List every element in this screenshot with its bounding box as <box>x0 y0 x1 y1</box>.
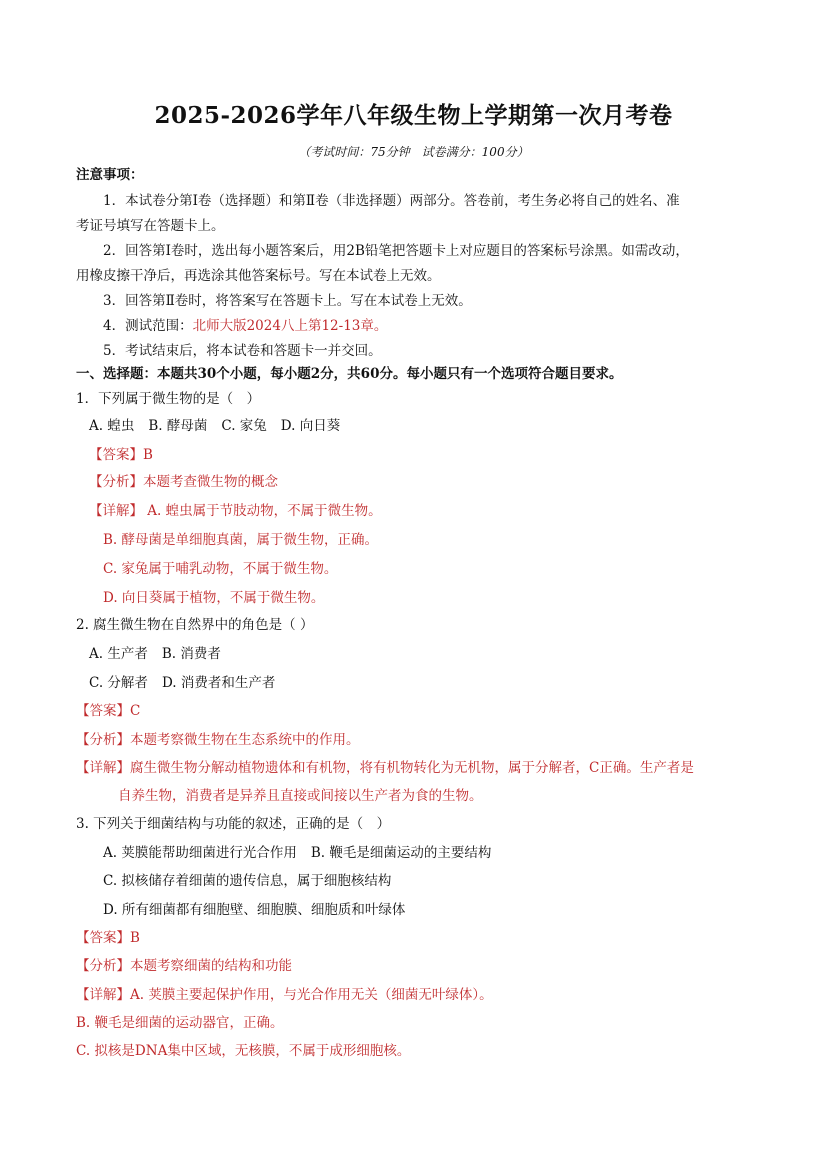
notice-item-4-prefix: 4．测试范围： <box>103 318 193 334</box>
notice-item-5: 5．考试结束后，将本试卷和答题卡一并交回。 <box>103 343 382 359</box>
q2-answer: 【答案】C <box>76 703 141 719</box>
q3-detail-c: C. 拟核是DNA集中区域，无核膜，不属于成形细胞核。 <box>76 1043 411 1059</box>
q1-stem: 1．下列属于微生物的是（ ） <box>76 391 261 407</box>
q2-detail-b: 自养生物，消费者是异养且直接或间接以生产者为食的生物。 <box>118 788 483 804</box>
q1-detail-d: D. 向日葵属于植物，不属于微生物。 <box>103 590 325 606</box>
q2-stem: 2. 腐生微生物在自然界中的角色是（ ） <box>76 617 314 633</box>
notice-heading: 注意事项： <box>76 167 144 183</box>
notice-item-1a: 1．本试卷分第Ⅰ卷（选择题）和第Ⅱ卷（非选择题）两部分。答卷前，考生务必将自己的姓名、准 <box>103 193 680 209</box>
q2-option-d: D. 消费者和生产者 <box>161 675 276 691</box>
q1-analysis: 【分析】本题考查微生物的概念 <box>89 474 278 490</box>
q3-option-d: D. 所有细菌都有细胞壁、细胞膜、细胞质和叶绿体 <box>103 902 406 918</box>
q1-option-b: B. 酵母菌 <box>148 418 208 434</box>
q1-option-d: D. 向日葵 <box>280 418 341 434</box>
q2-option-c: C. 分解者 <box>89 675 148 691</box>
q1-detail-a <box>89 501 382 521</box>
notice-item-4 <box>103 316 387 336</box>
notice-item-2b: 用橡皮擦干净后，再选涂其他答案标号。写在本试卷上无效。 <box>76 268 441 284</box>
notice-item-4-range: 北师大版2024八上第12-13章。 <box>192 318 388 334</box>
q1-detail-label: 【详解】 <box>89 503 143 519</box>
exam-info: （考试时间：75分钟 试卷满分：100分） <box>298 145 529 159</box>
q3-detail-b: B. 鞭毛是细菌的运动器官，正确。 <box>76 1015 284 1031</box>
q1-options <box>89 416 340 436</box>
q3-analysis: 【分析】本题考察细菌的结构和功能 <box>76 958 292 974</box>
q2-analysis: 【分析】本题考察微生物在生态系统中的作用。 <box>76 732 360 748</box>
q3-option-b: B. 鞭毛是细菌运动的主要结构 <box>310 845 492 861</box>
q1-detail-b: B. 酵母菌是单细胞真菌，属于微生物，正确。 <box>103 532 379 548</box>
notice-item-3: 3．回答第Ⅱ卷时，将答案写在答题卡上。写在本试卷上无效。 <box>103 293 472 309</box>
page-title: 2025-2026学年八年级生物上学期第一次月考卷 <box>154 102 673 129</box>
q2-options-row1 <box>89 644 221 664</box>
q1-detail-a-text: A. 蝗虫属于节肢动物，不属于微生物。 <box>147 503 382 519</box>
section-1-heading: 一、选择题：本题共30个小题，每小题2分，共60分。每小题只有一个选项符合题目要求。 <box>76 366 623 382</box>
q2-option-b: B. 消费者 <box>161 646 221 662</box>
q3-answer: 【答案】B <box>76 930 140 946</box>
q1-option-c: C. 家兔 <box>221 418 267 434</box>
q2-options-row2 <box>89 673 275 693</box>
q1-detail-c: C. 家兔属于哺乳动物，不属于微生物。 <box>103 561 338 577</box>
q1-option-a: A. 蝗虫 <box>89 418 135 434</box>
q1-answer: 【答案】B <box>89 447 153 463</box>
notice-item-2a: 2．回答第Ⅰ卷时，选出每小题答案后，用2B铅笔把答题卡上对应题目的答案标号涂黑。如需改动， <box>103 243 689 259</box>
q3-stem: 3. 下列关于细菌结构与功能的叙述，正确的是（ ） <box>76 816 391 832</box>
q3-detail-a: 【详解】A. 荚膜主要起保护作用，与光合作用无关（细菌无叶绿体）。 <box>76 987 493 1003</box>
q3-option-a: A. 荚膜能帮助细菌进行光合作用 <box>103 845 297 861</box>
q2-option-a: A. 生产者 <box>89 646 148 662</box>
notice-item-1b: 考证号填写在答题卡上。 <box>76 218 225 234</box>
q3-options-ab <box>103 843 491 863</box>
q3-option-c: C. 拟核储存着细菌的遗传信息，属于细胞核结构 <box>103 873 392 889</box>
q2-detail-a: 【详解】腐生微生物分解动植物遗体和有机物，将有机物转化为无机物，属于分解者，C正确。生产者是 <box>76 760 694 776</box>
